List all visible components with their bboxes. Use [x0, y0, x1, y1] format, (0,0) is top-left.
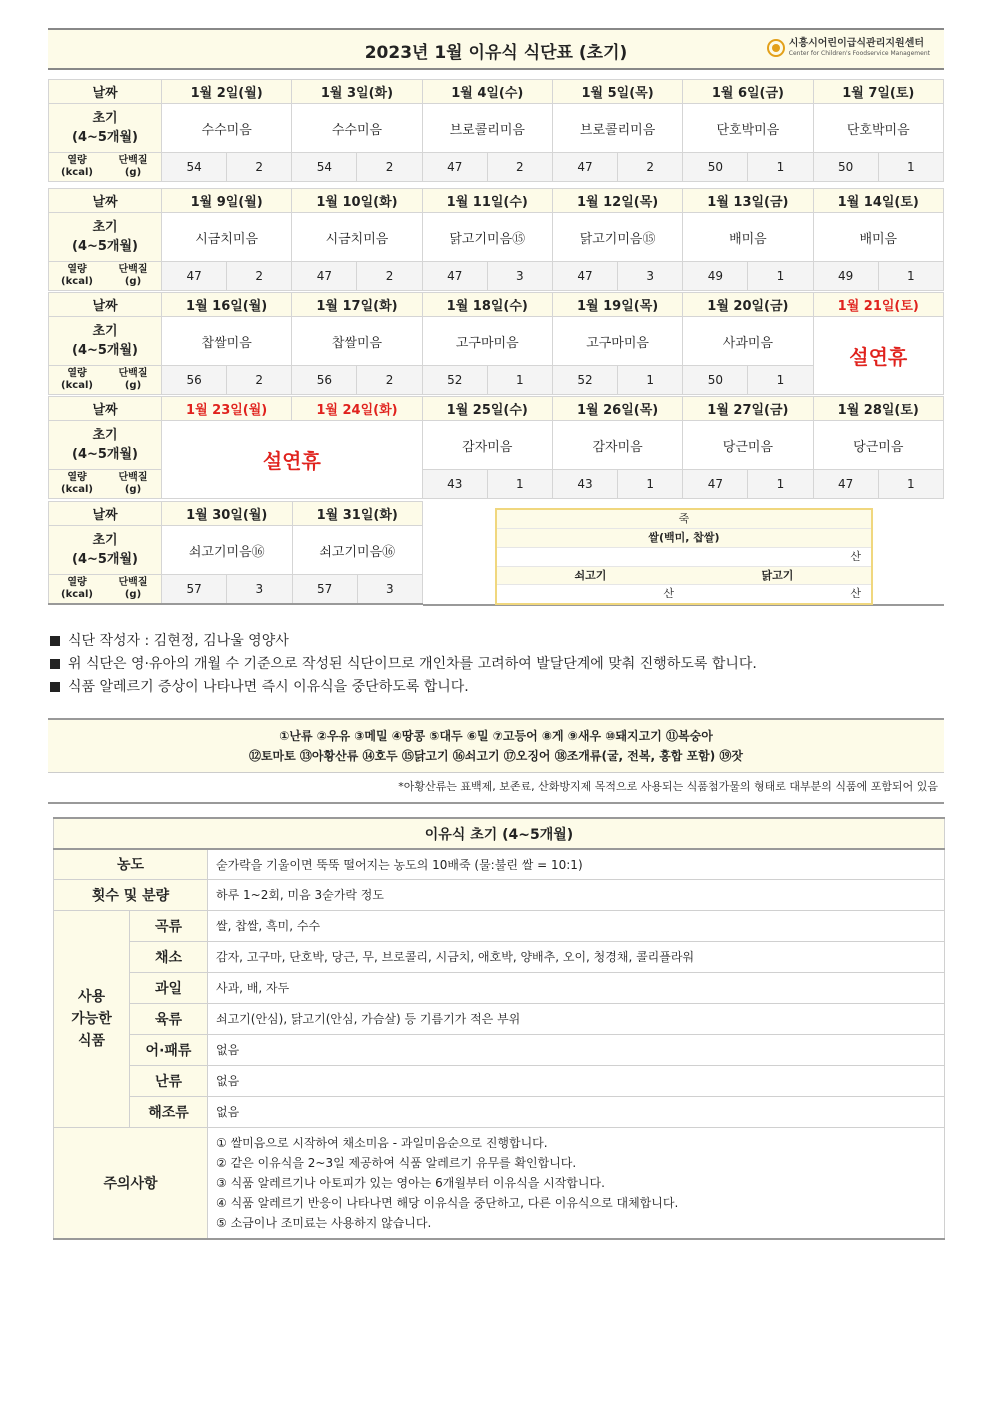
food-cell: 브로콜리미음: [552, 104, 682, 153]
food-cell: 감자미음: [552, 421, 682, 470]
stage-label: 초기 (4~5개월): [49, 213, 162, 262]
protein-cell: 1: [878, 470, 943, 499]
usable-foods-label: 사용 가능한 식품: [54, 910, 130, 1127]
protein-cell: 2: [227, 153, 292, 182]
protein-cell: 3: [357, 575, 422, 605]
week-table-3: [48, 292, 944, 395]
allergy-legend: [48, 718, 944, 804]
guide-title: 이유식 초기 (4~5개월): [54, 818, 945, 849]
kcal-cell: 50: [683, 153, 748, 182]
date-cell: 1월 30일(월): [162, 502, 293, 526]
food-items: 사과, 배, 자두: [208, 972, 945, 1003]
kcal-cell: 47: [683, 470, 748, 499]
food-cell: 사과미음: [683, 317, 813, 366]
kcal-cell: 54: [162, 153, 227, 182]
caution-item: ④ 식품 알레르기 반응이 나타나면 해당 이유식을 중단하고, 다른 이유식으로 대체합니다.: [216, 1195, 679, 1210]
kcal-cell: 54: [292, 153, 357, 182]
food-cell: 감자미음: [422, 421, 552, 470]
kcal-cell: 57: [162, 575, 227, 605]
org-name-kr: 시흥시어린이급식관리지원센터: [788, 38, 925, 49]
food-cell: 시금치미음: [292, 213, 422, 262]
date-cell: 1월 12일(목): [552, 189, 682, 213]
amount-label: 횟수 및 분량: [54, 879, 208, 910]
date-cell: 1월 20일(금): [683, 293, 813, 317]
origin-chicken-label: 닭고기: [684, 567, 871, 585]
square-bullet-icon: [50, 636, 60, 646]
stage-label: 초기 (4~5개월): [49, 421, 162, 470]
food-cell: 쇠고기미음⑯: [162, 526, 293, 575]
page-header: [48, 28, 944, 70]
kcal-cell: 47: [292, 262, 357, 291]
protein-cell: 2: [357, 153, 422, 182]
amount-value: 하루 1~2회, 미음 3숟가락 정도: [208, 879, 945, 910]
date-cell: 1월 5일(목): [552, 80, 682, 104]
protein-cell: 1: [748, 366, 813, 395]
date-cell-holiday: 1월 21일(토): [813, 293, 943, 317]
food-category: 채소: [130, 941, 208, 972]
food-cell: 당근미음: [813, 421, 943, 470]
date-cell-holiday: 1월 23일(월): [162, 397, 292, 421]
food-cell: 단호박미음: [683, 104, 813, 153]
note-item: 식단 작성자 : 김현정, 김나울 영양사: [48, 630, 948, 653]
caution-list: [208, 1127, 945, 1239]
date-cell: 1월 31일(화): [292, 502, 423, 526]
protein-cell: 1: [748, 153, 813, 182]
kcal-cell: 47: [162, 262, 227, 291]
origin-rice-value: 산: [497, 548, 871, 567]
org-name-en: Center for Children's Foodservice Management: [788, 50, 930, 57]
kcal-cell: 49: [683, 262, 748, 291]
protein-cell: 2: [357, 262, 422, 291]
food-category: 육류: [130, 1003, 208, 1034]
stage-label: 초기 (4~5개월): [49, 104, 162, 153]
origin-beef-label: 쇠고기: [497, 567, 684, 585]
kcal-cell: 43: [552, 470, 617, 499]
date-cell: 1월 6일(금): [683, 80, 813, 104]
kcal-cell: 57: [292, 575, 357, 605]
food-cell: 시금치미음: [162, 213, 292, 262]
stage-label: 초기 (4~5개월): [49, 526, 162, 575]
date-cell: 1월 19일(목): [552, 293, 682, 317]
food-cell: 고구마미음: [422, 317, 552, 366]
food-cell: 찹쌀미음: [162, 317, 292, 366]
week-table-1: [48, 79, 944, 182]
caution-item: ⑤ 소금이나 조미료는 사용하지 않습니다.: [216, 1215, 432, 1230]
kcal-cell: 47: [813, 470, 878, 499]
square-bullet-icon: [50, 659, 60, 669]
note-item: 식품 알레르기 증상이 나타나면 즉시 이유식을 중단하도록 합니다.: [48, 676, 948, 699]
food-items: 감자, 고구마, 단호박, 당근, 무, 브로콜리, 시금치, 애호박, 양배추, 오이, 청경채, 콜리플라워: [208, 941, 945, 972]
date-cell: 1월 10일(화): [292, 189, 422, 213]
allergy-line-2: ⑫토마토 ⑬아황산류 ⑭호두 ⑮닭고기 ⑯쇠고기 ⑰오징어 ⑱조개류(굴, 전복, 홍합 포함) ⑲잣: [248, 749, 744, 763]
protein-cell: 1: [878, 262, 943, 291]
food-category: 난류: [130, 1065, 208, 1096]
date-cell: 1월 11일(수): [422, 189, 552, 213]
allergy-note: *아황산류는 표백제, 보존료, 산화방지제 목적으로 사용되는 식품첨가물의 형태로 대부분의 식품에 포함되어 있음: [398, 780, 938, 793]
date-label: 날짜: [49, 397, 162, 421]
protein-cell: 2: [227, 262, 292, 291]
week-table-2: [48, 188, 944, 291]
food-cell: 당근미음: [683, 421, 813, 470]
protein-cell: 1: [618, 366, 683, 395]
food-cell: 닭고기미음⑮: [422, 213, 552, 262]
consistency-value: 숟가락을 기울이면 뚝뚝 떨어지는 농도의 10배죽 (물:불린 쌀 = 10:1): [208, 849, 945, 879]
date-cell: 1월 13일(금): [683, 189, 813, 213]
date-cell: 1월 17일(화): [292, 293, 422, 317]
holiday-cell: 설연휴: [162, 421, 423, 499]
kcal-cell: 47: [422, 262, 487, 291]
notes: [48, 630, 948, 699]
protein-cell: 1: [878, 153, 943, 182]
protein-cell: 3: [487, 262, 552, 291]
food-cell: 고구마미음: [552, 317, 682, 366]
origin-title: 죽: [497, 510, 871, 529]
food-category: 해조류: [130, 1096, 208, 1127]
caution-item: ② 같은 이유식을 2~3일 제공하여 식품 알레르기 유무를 확인합니다.: [216, 1155, 577, 1170]
date-cell: 1월 25일(수): [422, 397, 552, 421]
week-table-5: [48, 501, 423, 605]
date-cell: 1월 26일(목): [552, 397, 682, 421]
protein-cell: 3: [227, 575, 292, 605]
date-cell: 1월 28일(토): [813, 397, 943, 421]
weaning-guide-table: [53, 817, 945, 1240]
food-cell: 닭고기미음⑮: [552, 213, 682, 262]
food-cell: 수수미음: [292, 104, 422, 153]
kcal-cell: 56: [292, 366, 357, 395]
food-cell: 브로콜리미음: [422, 104, 552, 153]
allergy-line-1: ①난류 ②우유 ③메밀 ④땅콩 ⑤대두 ⑥밀 ⑦고등어 ⑧게 ⑨새우 ⑩돼지고기 ⑪복숭아: [279, 729, 713, 743]
food-cell: 배미음: [683, 213, 813, 262]
kcal-cell: 43: [422, 470, 487, 499]
protein-cell: 2: [618, 153, 683, 182]
nutrient-label: 열량 (kcal) 단백질 (g): [49, 575, 162, 605]
kcal-cell: 50: [813, 153, 878, 182]
food-items: 없음: [208, 1034, 945, 1065]
date-label: 날짜: [49, 502, 162, 526]
protein-cell: 3: [618, 262, 683, 291]
origin-chicken-value: 산: [850, 587, 861, 600]
note-item: 위 식단은 영·유아의 개월 수 기준으로 작성된 식단이므로 개인차를 고려하여 발달단계에 맞춰 진행하도록 합니다.: [48, 653, 948, 676]
date-cell: 1월 16일(월): [162, 293, 292, 317]
protein-cell: 1: [487, 366, 552, 395]
food-cell: 수수미음: [162, 104, 292, 153]
kcal-cell: 49: [813, 262, 878, 291]
org-logo: [767, 39, 930, 57]
kcal-cell: 47: [552, 153, 617, 182]
food-items: 쌀, 찹쌀, 흑미, 수수: [208, 910, 945, 941]
caution-item: ① 쌀미음으로 시작하여 채소미음 - 과일미음순으로 진행합니다.: [216, 1135, 548, 1150]
protein-cell: 2: [227, 366, 292, 395]
food-category: 곡류: [130, 910, 208, 941]
origin-box: [495, 508, 873, 605]
kcal-cell: 50: [683, 366, 748, 395]
holiday-cell: 설연휴: [813, 317, 943, 395]
date-label: 날짜: [49, 293, 162, 317]
food-items: 쇠고기(안심), 닭고기(안심, 가슴살) 등 기름기가 적은 부위: [208, 1003, 945, 1034]
protein-cell: 2: [487, 153, 552, 182]
date-cell: 1월 3일(화): [292, 80, 422, 104]
date-cell: 1월 4일(수): [422, 80, 552, 104]
caution-item: ③ 식품 알레르기나 아토피가 있는 영아는 6개월부터 이유식을 시작합니다.: [216, 1175, 605, 1190]
date-cell: 1월 18일(수): [422, 293, 552, 317]
kcal-cell: 56: [162, 366, 227, 395]
date-cell: 1월 9일(월): [162, 189, 292, 213]
date-cell: 1월 14일(토): [813, 189, 943, 213]
nutrient-label: 열량 (kcal) 단백질 (g): [49, 262, 162, 291]
food-category: 어·패류: [130, 1034, 208, 1065]
nutrient-label: 열량 (kcal) 단백질 (g): [49, 366, 162, 395]
protein-cell: 1: [618, 470, 683, 499]
date-cell-holiday: 1월 24일(화): [292, 397, 422, 421]
protein-cell: 1: [748, 262, 813, 291]
date-label: 날짜: [49, 189, 162, 213]
kcal-cell: 52: [422, 366, 487, 395]
week-table-4: [48, 396, 944, 499]
logo-icon: [767, 39, 785, 57]
stage-label: 초기 (4~5개월): [49, 317, 162, 366]
origin-rice-label: 쌀(백미, 찹쌀): [497, 529, 871, 548]
date-cell: 1월 7일(토): [813, 80, 943, 104]
consistency-label: 농도: [54, 849, 208, 879]
protein-cell: 1: [748, 470, 813, 499]
food-cell: 쇠고기미음⑯: [292, 526, 423, 575]
nutrient-label: 열량 (kcal) 단백질 (g): [49, 470, 162, 499]
kcal-cell: 47: [552, 262, 617, 291]
page-title: 2023년 1월 이유식 식단표 (초기): [364, 43, 628, 63]
kcal-cell: 52: [552, 366, 617, 395]
date-cell: 1월 2일(월): [162, 80, 292, 104]
nutrient-label: 열량 (kcal) 단백질 (g): [49, 153, 162, 182]
origin-beef-value: 산: [663, 587, 674, 600]
caution-label: 주의사항: [54, 1127, 208, 1239]
food-cell: 배미음: [813, 213, 943, 262]
protein-cell: 2: [357, 366, 422, 395]
date-cell: 1월 27일(금): [683, 397, 813, 421]
date-label: 날짜: [49, 80, 162, 104]
protein-cell: 1: [487, 470, 552, 499]
kcal-cell: 47: [422, 153, 487, 182]
food-cell: 찹쌀미음: [292, 317, 422, 366]
food-items: 없음: [208, 1065, 945, 1096]
food-items: 없음: [208, 1096, 945, 1127]
food-cell: 단호박미음: [813, 104, 943, 153]
square-bullet-icon: [50, 682, 60, 692]
food-category: 과일: [130, 972, 208, 1003]
